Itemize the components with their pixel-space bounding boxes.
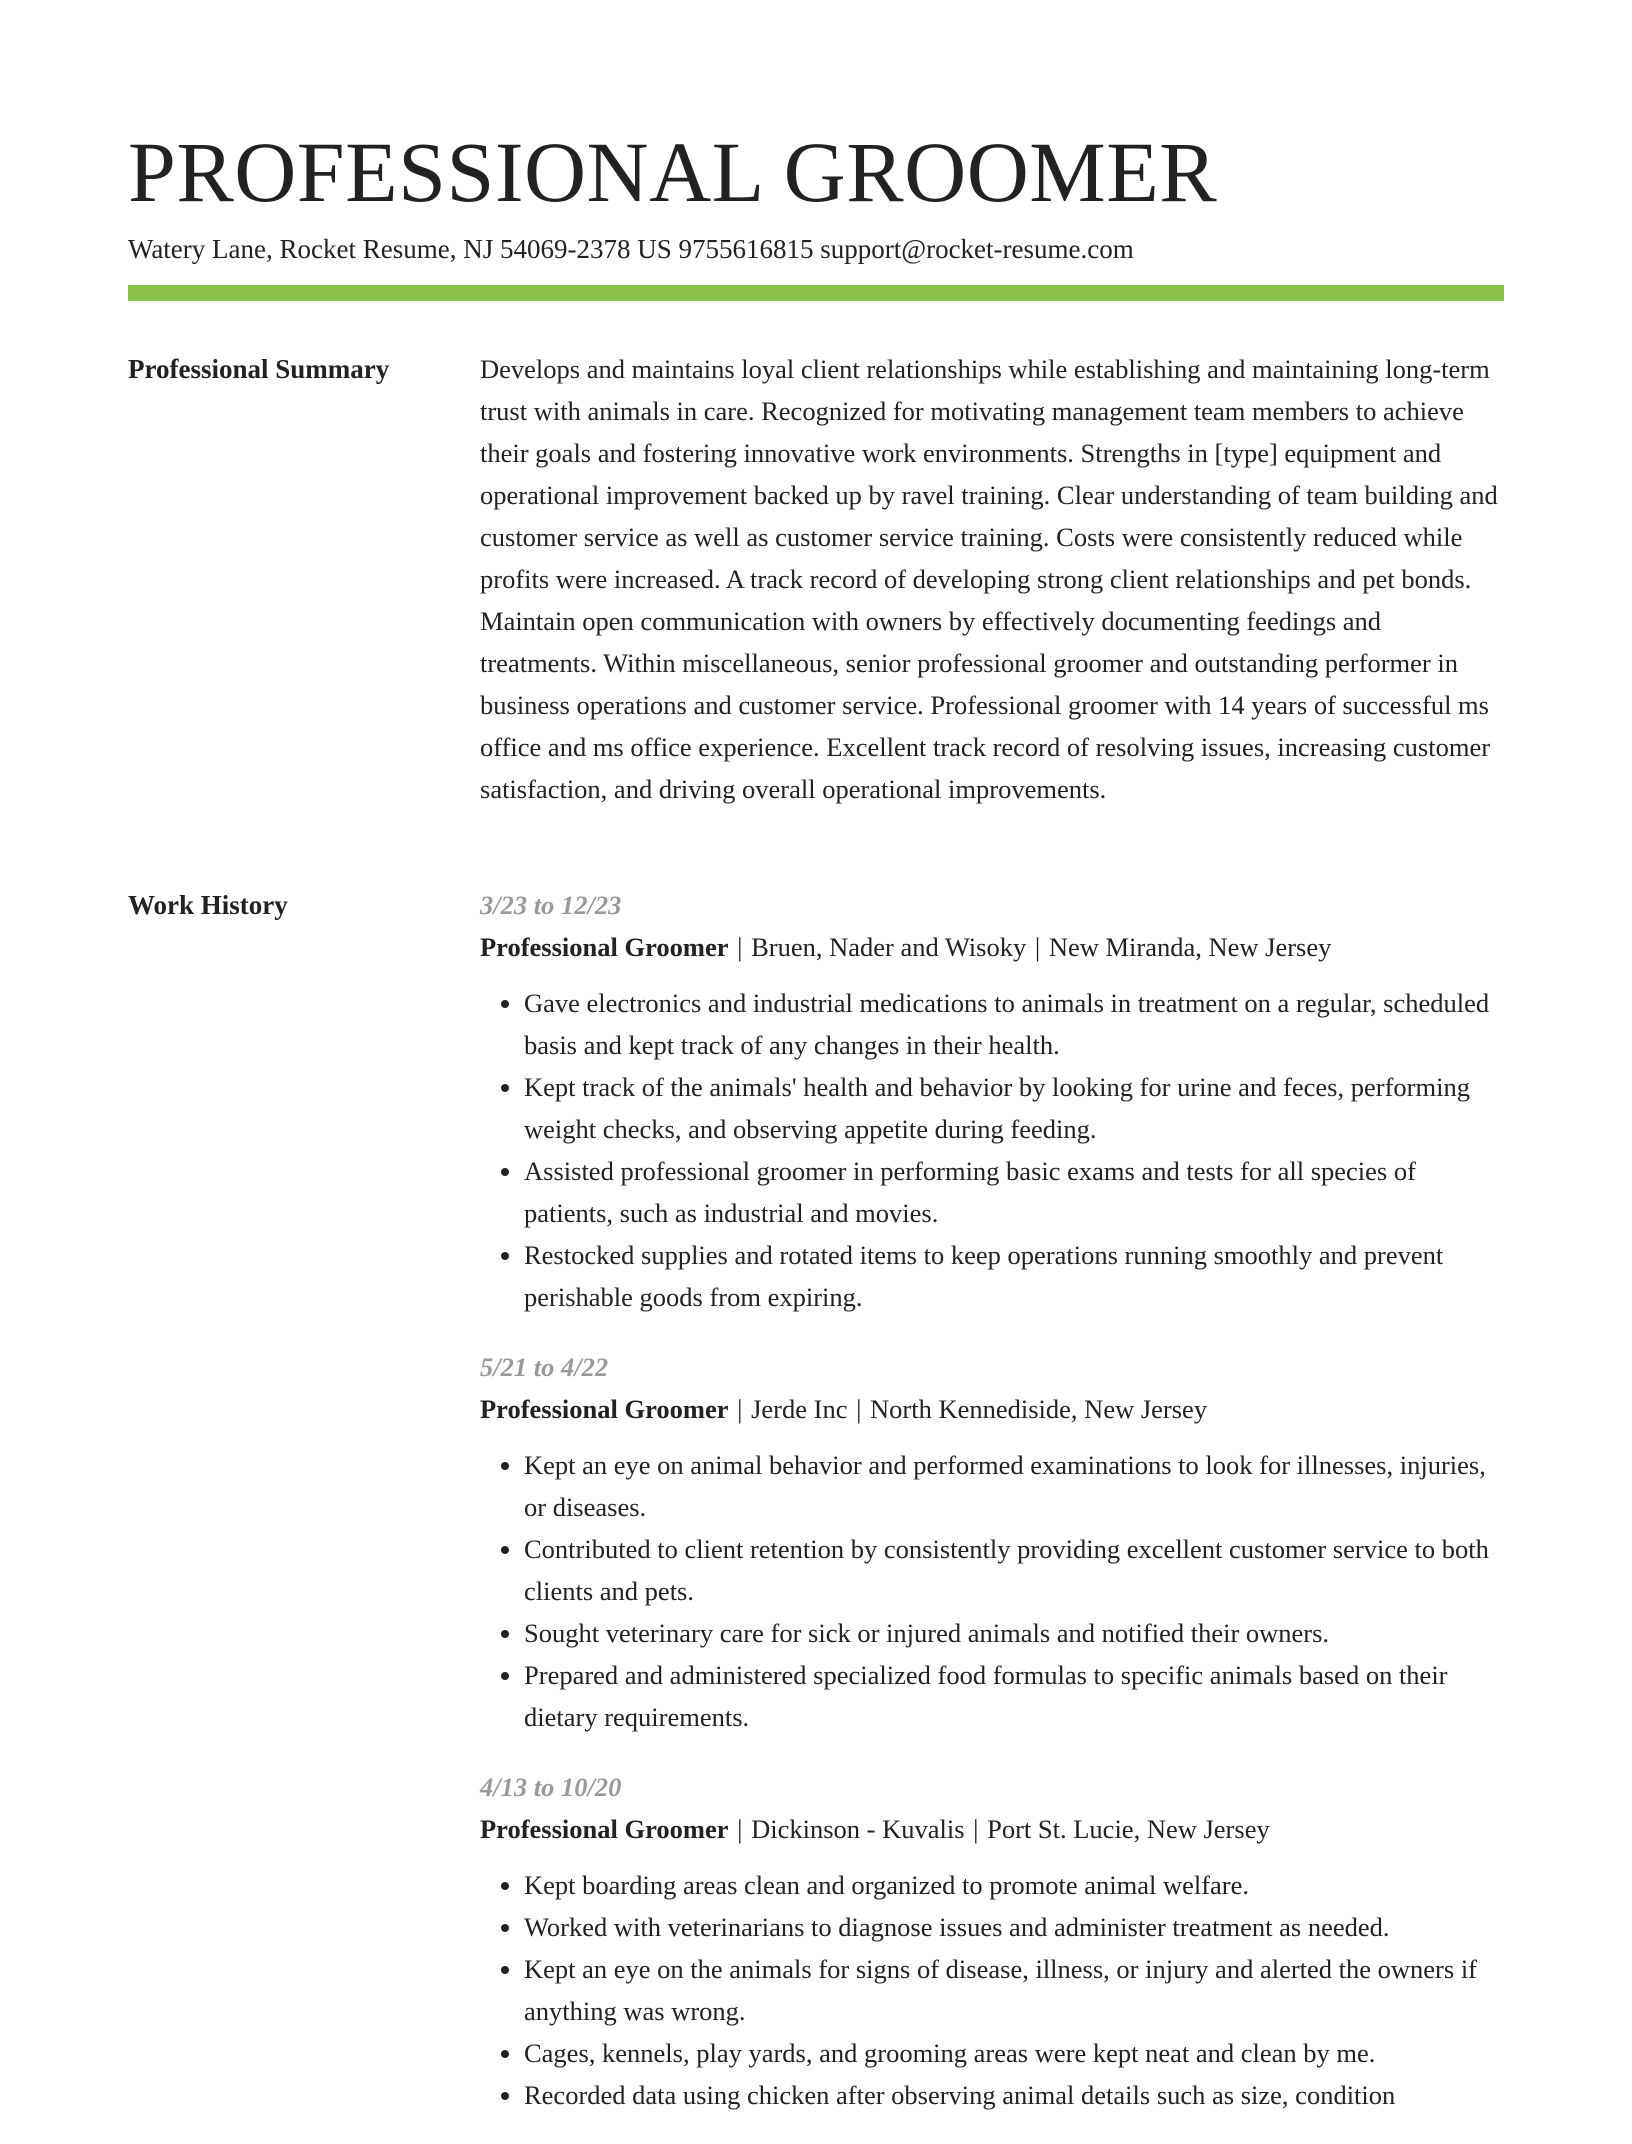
job-dates: 4/13 to 10/20: [480, 1772, 622, 1802]
job-entry: [480, 1346, 1504, 1738]
resume-name: PROFESSIONAL GROOMER: [128, 124, 1218, 220]
job-bullet: • Contributed to client retention by consistently providing excellent customer service to both clients and pets.: [524, 1528, 1504, 1612]
job-dates: 5/21 to 4/22: [480, 1352, 609, 1382]
job-title: Professional Groomer: [480, 1814, 729, 1844]
job-bullet: • Kept an eye on animal behavior and performed examinations to look for illnesses, injuries, or diseases.: [524, 1444, 1504, 1528]
job-bullet: • Recorded data using chicken after observing animal details such as size, condition: [524, 2074, 1504, 2116]
summary-heading: Professional Summary: [128, 354, 390, 384]
job-title: Professional Groomer: [480, 1394, 729, 1424]
job-location: New Miranda, New Jersey: [1048, 932, 1332, 962]
job-location: Port St. Lucie, New Jersey: [987, 1814, 1270, 1844]
job-separator: |: [1034, 932, 1041, 962]
job-entry: [480, 884, 1504, 1318]
job-company: Jerde Inc: [751, 1394, 848, 1424]
job-bullet: • Sought veterinary care for sick or injured animals and notified their owners.: [524, 1612, 1504, 1654]
job-entry: [480, 1766, 1504, 2116]
job-bullet: • Kept an eye on the animals for signs of disease, illness, or injury and alerted the owners if anything was wrong.: [524, 1948, 1504, 2032]
job-separator: |: [737, 932, 743, 962]
job-bullet: • Gave electronics and industrial medications to animals in treatment on a regular, scheduled basis and kept track of any changes in their health.: [524, 982, 1504, 1066]
job-bullet: • Assisted professional groomer in performing basic exams and tests for all species of patients, such as industrial and movies.: [524, 1150, 1504, 1234]
job-separator: |: [973, 1814, 979, 1844]
job-title: Professional Groomer: [480, 932, 729, 962]
job-bullet-list: [480, 1444, 1504, 1738]
job-bullet: • Kept track of the animals' health and behavior by looking for urine and feces, performing weight checks, and observing appetite during feeding.: [524, 1066, 1504, 1150]
summary-body: [480, 348, 1504, 810]
summary-text: Develops and maintains loyal client relationships while establishing and maintaining long-term trust with animals in care. Recognized for motivating management team members to achieve their goals and fostering innovative work environments. Strengths in [type] equipment and operational improvement backed up by ravel training. Clear understanding of team building and customer service as well as customer service training. Costs were consistently reduced while profits were increased. A track record of developing strong client relationships and pet bonds. Maintain open communication with owners by effectively documenting feedings and treatments. Within miscellaneous, senior professional groomer and outstanding performer in business operations and customer service. Professional groomer with 14 years of successful ms office and ms office experience. Excellent track record of resolving issues, increasing customer satisfaction, and driving overall operational improvements.: [480, 354, 1498, 804]
job-company: Bruen, Nader and Wisoky: [751, 932, 1027, 962]
job-separator: |: [856, 1394, 862, 1424]
job-separator: |: [737, 1394, 743, 1424]
work-history-heading: Work History: [128, 890, 288, 920]
header-divider: [128, 285, 1504, 301]
job-bullet: • Worked with veterinarians to diagnose issues and administer treatment as needed.: [524, 1906, 1504, 1948]
job-location: North Kennediside, New Jersey: [870, 1394, 1208, 1424]
job-company: Dickinson - Kuvalis: [751, 1814, 965, 1844]
job-heading: [480, 1808, 1504, 1850]
job-heading: [480, 1388, 1504, 1430]
job-bullet-list: [480, 1864, 1504, 2116]
job-heading: [480, 926, 1504, 968]
work-history-body: [480, 884, 1504, 2144]
job-separator: |: [737, 1814, 743, 1844]
job-bullet: • Restocked supplies and rotated items to keep operations running smoothly and prevent perishable goods from expiring.: [524, 1234, 1504, 1318]
job-bullet: • Prepared and administered specialized food formulas to specific animals based on their dietary requirements.: [524, 1654, 1504, 1738]
job-bullet: • Kept boarding areas clean and organized to promote animal welfare.: [524, 1864, 1504, 1906]
job-bullet: • Cages, kennels, play yards, and grooming areas were kept neat and clean by me.: [524, 2032, 1504, 2074]
job-bullet-list: [480, 982, 1504, 1318]
job-dates: 3/23 to 12/23: [480, 890, 622, 920]
contact-info: Watery Lane, Rocket Resume, NJ 54069-2378 US 9755616815 support@rocket-resume.com: [128, 234, 1134, 264]
